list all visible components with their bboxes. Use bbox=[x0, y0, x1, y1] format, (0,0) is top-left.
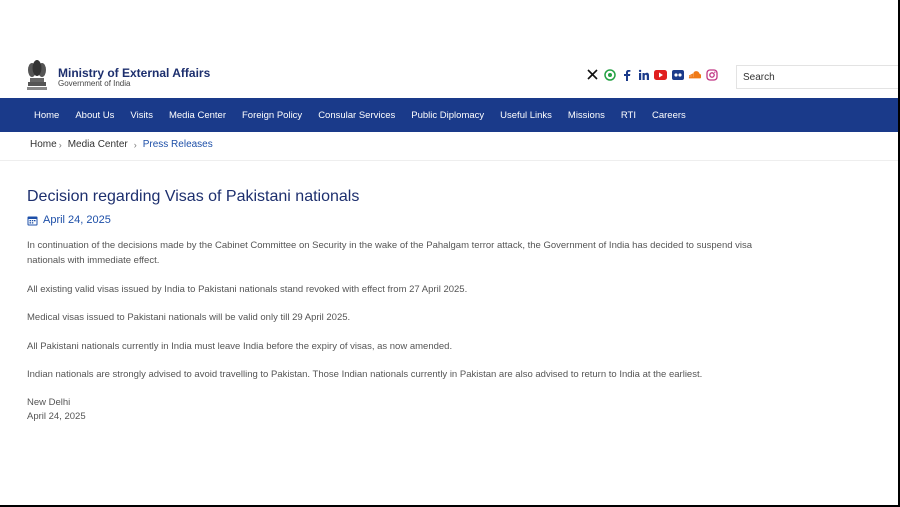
instagram-icon[interactable] bbox=[705, 68, 718, 81]
social-links bbox=[586, 68, 718, 81]
article-paragraph: Medical visas issued to Pakistani nationals will be valid only till 29 April 2025. bbox=[27, 312, 351, 323]
nav-item-foreign-policy[interactable]: Foreign Policy bbox=[241, 109, 303, 121]
article-signoff bbox=[27, 396, 86, 424]
article-paragraph bbox=[27, 238, 898, 268]
nav-item-home[interactable]: Home bbox=[34, 109, 60, 121]
linkedin-icon[interactable] bbox=[637, 68, 650, 81]
divider bbox=[0, 160, 898, 161]
nav-item-about-us[interactable]: About Us bbox=[75, 109, 115, 121]
nav-item-visits[interactable]: Visits bbox=[130, 109, 153, 121]
paragraph-line: In continuation of the decisions made by the Cabinet Committee on Security in the wake of the Pahalgam terror attack, the Government of India has decided to suspend visa bbox=[27, 240, 753, 251]
chevron-right-icon: › bbox=[133, 139, 137, 150]
breadcrumb-media-center[interactable]: Media Center bbox=[67, 139, 128, 150]
nav-item-media-center[interactable]: Media Center bbox=[168, 109, 226, 121]
whatsapp-icon[interactable] bbox=[603, 68, 616, 81]
site-title[interactable]: Ministry of External Affairs bbox=[58, 66, 211, 80]
signoff-place: New Delhi bbox=[27, 397, 71, 408]
youtube-icon[interactable] bbox=[654, 68, 667, 81]
article-date: April 24, 2025 bbox=[43, 214, 111, 226]
calendar-icon bbox=[27, 215, 38, 226]
article-date-row bbox=[27, 214, 111, 226]
nav-item-careers[interactable]: Careers bbox=[652, 109, 686, 121]
breadcrumb-current[interactable]: Press Releases bbox=[142, 139, 213, 150]
article-paragraph: All Pakistani nationals currently in India must leave India before the expiry of visas, as now amended. bbox=[27, 341, 453, 352]
page-title: Decision regarding Visas of Pakistani nationals bbox=[27, 188, 360, 205]
article-paragraph: All existing valid visas issued by India to Pakistani nationals stand revoked with effect from 27 April 2025. bbox=[27, 284, 468, 295]
chevron-right-icon: › bbox=[58, 139, 62, 150]
site-subtitle: Government of India bbox=[58, 79, 131, 88]
flickr-icon[interactable] bbox=[671, 68, 684, 81]
x-icon[interactable] bbox=[586, 68, 599, 81]
breadcrumb-home[interactable]: Home bbox=[30, 139, 57, 150]
nav-item-rti[interactable]: RTI bbox=[620, 109, 636, 121]
nav-item-missions[interactable]: Missions bbox=[567, 109, 605, 121]
site-header bbox=[0, 52, 898, 98]
national-emblem-icon[interactable] bbox=[24, 56, 50, 92]
search-input[interactable] bbox=[736, 65, 898, 89]
main-nav bbox=[0, 98, 898, 132]
nav-item-consular-services[interactable]: Consular Services bbox=[318, 109, 396, 121]
facebook-icon[interactable] bbox=[620, 68, 633, 81]
breadcrumb bbox=[30, 139, 213, 150]
paragraph-line: nationals with immediate effect. bbox=[27, 255, 160, 266]
signoff-date: April 24, 2025 bbox=[27, 411, 86, 422]
nav-item-useful-links[interactable]: Useful Links bbox=[500, 109, 552, 121]
nav-item-public-diplomacy[interactable]: Public Diplomacy bbox=[411, 109, 485, 121]
article-paragraph: Indian nationals are strongly advised to avoid travelling to Pakistan. Those Indian nationals currently in Pakistan are also advised to return to India at the earliest. bbox=[27, 369, 703, 380]
soundcloud-icon[interactable] bbox=[688, 68, 701, 81]
